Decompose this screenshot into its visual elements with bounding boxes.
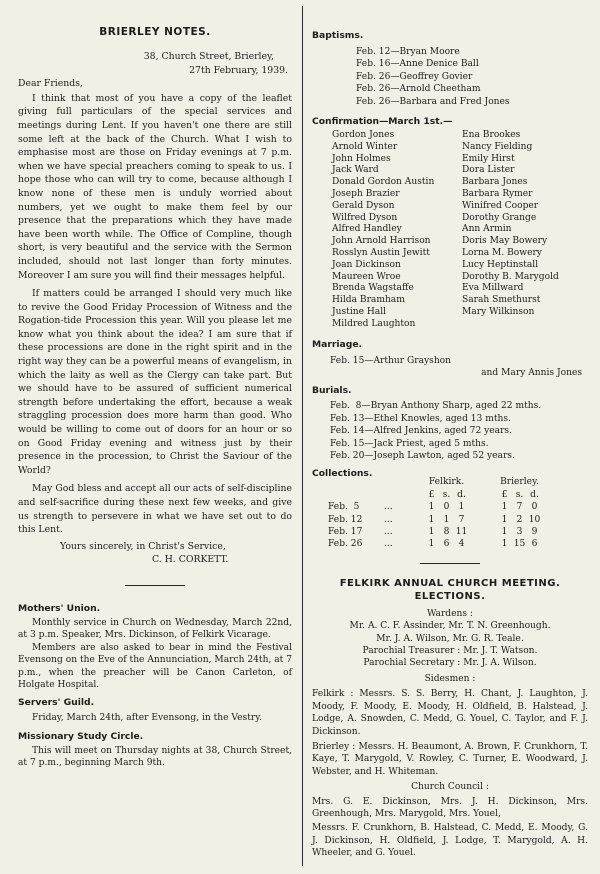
list-item: Feb. 20—Joseph Lawton, aged 52 years. [330, 451, 515, 462]
marriage-line-2: and Mary Annis Jones [481, 367, 582, 378]
collections-table [328, 476, 542, 550]
value-cell: 0 [443, 502, 450, 513]
list-item: Doris May Bowery [462, 236, 548, 247]
leader-dots: ... [384, 514, 393, 525]
row-date: Feb. 12 [328, 514, 363, 525]
list-item: Lucy Heptinstall [462, 259, 539, 270]
treasurer-line: Parochial Treasurer : Mr. J. T. Watson. [362, 646, 538, 657]
notes-title: BRIERLEY NOTES. [99, 26, 211, 38]
right-column [312, 0, 588, 860]
marriage-line-1: Feb. 15—Arthur Grayshon [330, 355, 452, 366]
list-item: Feb. 26—Arnold Cheetham [356, 84, 481, 95]
value-cell: 6 [531, 539, 538, 550]
list-item: Gerald Dyson [332, 200, 395, 211]
col-brierley: Brierley. [500, 477, 539, 488]
table-row [328, 514, 542, 526]
leader-dots: ... [384, 539, 393, 550]
collections-heading: Collections. [312, 468, 373, 480]
list-item: Feb. 14—Alfred Jenkins, aged 72 years. [330, 426, 512, 437]
notes-paragraph-2: If matters could be arranged I should very much like to revive the Good Friday Procession of Witness and the Rogation-tide Procession this year. Will you please let me know what you think about the idea? I am sure that if these processions are done in the right spirit and in the right way they can be a powerful means of evangelism, in which the laity as well as the Clergy can take part. But we should have to be assured of sufficient numerical strength before undertaking the effort, because a weak straggling procession does more harm than good. Who would be willing to come out of doors for an hour or so on Good Friday evening and witness just by their presence in the procession, to Christ the Saviour of the World? [18, 288, 292, 476]
section-divider [125, 585, 185, 586]
list-item: Feb. 13—Ethel Knowles, aged 13 mths. [330, 413, 511, 424]
unit-shillings: s. [515, 489, 524, 500]
notes-salutation: Dear Friends, [18, 78, 83, 90]
unit-shillings: s. [442, 489, 451, 500]
wardens-line-2: Mr. J. A. Wilson, Mr. G. R. Teale. [376, 633, 524, 644]
value-cell: 1 [501, 527, 508, 538]
notes-paragraph-1: I think that most of you have a copy of the leaflet giving full particulars of the special services and meetings during Lent. If you haven't one there are still some left at the back of the Church. What I wish to emphasise most are those on Friday evenings at 7 p.m. when we have special preachers coming to speak to us. I hope those who can will try to come, because although I know none of these men is unduly worried about numbers, yet we ought to make them feel by our presence that the preparations which they have made have been worth while. The Office of Compline, though short, is very beautiful and the service with the Sermon included, should not last longer than forty minutes. Moreover I am sure you will find their messages helpful. [18, 92, 292, 281]
list-item: Ann Armin [462, 224, 512, 235]
table-row [328, 526, 542, 538]
missionary-text: This will meet on Thursday nights at 38, Church Street, at 7 p.m., beginning March 9th. [18, 745, 292, 769]
sidesmen-brierley: Brierley : Messrs. H. Beaumont, A. Brown, F. Crunkhorn, T. Kaye, T. Marygold, V. Rowley, C. Turner, E. Woodward, J. Webster, and H. Whiteman. [312, 741, 588, 777]
sidesmen-felkirk: Felkirk : Messrs. S. S. Berry, H. Chant, J. Laughton, J. Moody, F. Moody, E. Moody, H. Oldfield, B. Halstead, J. Lodge, A. Snowden, C. Medd, G. Youel, C. Taylor, and F. J. Dickinson. [312, 689, 588, 737]
value-cell: 8 [443, 527, 450, 538]
confirmation-right-names [462, 130, 559, 331]
list-item: Eva Millward [462, 283, 524, 294]
council-line-2: Messrs. F. Crunkhorn, B. Halstead, C. Medd, E. Moody, G. J. Dickinson, H. Oldfield, J. Lodge, T. Marygold, A. H. Wheeler, and G. Youel. [312, 823, 588, 859]
list-item: Gordon Jones [332, 130, 395, 141]
left-column [18, 0, 292, 770]
table-units-row [328, 489, 542, 501]
row-date: Feb. 17 [328, 527, 363, 538]
value-cell: 1 [501, 502, 508, 513]
value-cell: 10 [528, 514, 541, 525]
value-cell: 15 [513, 539, 526, 550]
mothers-union-text-2: Members are also asked to bear in mind the Festival Evensong on the Eve of the Annunciation, March 24th, at 7 p.m., when the preacher will be Canon Carleton, of Holgate Hospital. [18, 642, 292, 690]
value-cell: 1 [501, 539, 508, 550]
servers-guild-text: Friday, March 24th, after Evensong, in the Vestry. [32, 713, 263, 724]
notes-date: 27th February, 1939. [189, 64, 288, 76]
list-item: Feb. 26—Geoffrey Govier [356, 71, 473, 82]
list-item: Feb. 16—Anne Denice Ball [356, 59, 479, 70]
wardens-heading: Wardens : [426, 608, 473, 619]
list-item: Wilfred Dyson [332, 212, 398, 223]
confirmation-heading: Confirmation—March 1st.— [312, 116, 453, 128]
list-item: Feb. 15—Jack Priest, aged 5 mths. [330, 438, 489, 449]
list-item: John Holmes [332, 153, 391, 164]
servers-guild-heading: Servers' Guild. [18, 697, 95, 709]
value-cell: 1 [428, 514, 435, 525]
value-cell: 1 [428, 527, 435, 538]
list-item: Feb. 26—Barbara and Fred Jones [356, 96, 510, 107]
value-cell: 6 [443, 539, 450, 550]
list-item: Mildred Laughton [332, 318, 416, 329]
section-divider [420, 563, 480, 564]
burials-list [312, 400, 588, 462]
list-item: Barbara Jones [462, 177, 528, 188]
value-cell: 2 [516, 514, 523, 525]
council-heading: Church Council : [411, 782, 489, 793]
list-item: Jack Ward [332, 165, 379, 176]
notes-closing: Yours sincerely, in Christ's Service, [60, 540, 226, 552]
row-date: Feb. 26 [328, 539, 363, 550]
felkirk-title: FELKIRK ANNUAL CHURCH MEETING. [339, 577, 561, 589]
baptisms-list [312, 46, 588, 108]
column-divider [302, 6, 303, 866]
value-cell: 1 [428, 502, 435, 513]
list-item: John Arnold Harrison [332, 236, 431, 247]
list-item: Dorothy B. Marygold [462, 271, 559, 282]
list-item: Joan Dickinson [332, 259, 401, 270]
elections-title: ELECTIONS. [414, 590, 486, 602]
council-line-1: Mrs. G. E. Dickinson, Mrs. J. H. Dickinson, Mrs. Greenhough, Mrs. Marygold, Mrs. Youel, [312, 796, 588, 819]
value-cell: 1 [458, 502, 465, 513]
list-item: Joseph Brazier [332, 189, 400, 200]
confirmation-list [312, 130, 588, 331]
unit-pence: d. [457, 489, 466, 500]
list-item: Brenda Wagstaffe [332, 283, 414, 294]
table-row [328, 501, 542, 513]
sidesmen-heading: Sidesmen : [424, 673, 476, 684]
notes-paragraph-3: May God bless and accept all our acts of self-discipline and self-sacrifice during these next few weeks, and give us strength to persevere in what we have set out to do this Lent. [18, 483, 292, 536]
value-cell: 1 [443, 514, 450, 525]
list-item: Emily Hirst [462, 153, 515, 164]
list-item: Sarah Smethurst [462, 295, 541, 306]
unit-pounds: £ [428, 489, 435, 500]
missionary-heading: Missionary Study Circle. [18, 730, 144, 742]
list-item: Lorna M. Bowery [462, 248, 542, 258]
col-felkirk: Felkirk. [428, 477, 465, 488]
table-row [328, 538, 542, 550]
burials-heading: Burials. [312, 385, 352, 397]
list-item: Dora Lister [462, 165, 515, 176]
notes-signature: C. H. CORKETT. [152, 554, 229, 566]
list-item: Winifred Cooper [462, 200, 539, 211]
unit-pence: d. [530, 489, 539, 500]
confirmation-left-names [332, 130, 462, 331]
leader-dots: ... [384, 527, 393, 538]
baptisms-heading: Baptisms. [312, 30, 364, 41]
value-cell: 1 [428, 539, 435, 550]
value-cell: 7 [516, 502, 523, 513]
value-cell: 7 [458, 514, 465, 525]
list-item: Feb. 12—Bryan Moore [356, 47, 460, 57]
value-cell: 1 [501, 514, 508, 525]
list-item: Justine Hall [332, 306, 387, 317]
leader-dots: ... [384, 502, 393, 513]
row-date: Feb. 5 [328, 502, 360, 513]
list-item: Maureen Wroe [332, 271, 401, 282]
value-cell: 9 [531, 527, 538, 538]
list-item: Donald Gordon Austin [332, 177, 435, 188]
list-item: Arnold Winter [332, 141, 398, 152]
mothers-union-heading: Mothers' Union. [18, 602, 101, 614]
list-item: Feb. 8—Bryan Anthony Sharp, aged 22 mths. [330, 401, 542, 412]
secretary-line: Parochial Secretary : Mr. J. A. Wilson. [363, 658, 537, 669]
value-cell: 11 [455, 527, 468, 538]
list-item: Alfred Handley [332, 224, 402, 235]
notes-address: 38, Church Street, Brierley, [143, 51, 274, 62]
list-item: Ena Brookes [462, 130, 521, 141]
list-item: Dorothy Grange [462, 212, 537, 223]
value-cell: 0 [531, 502, 538, 513]
unit-pounds: £ [501, 489, 508, 500]
mothers-union-text-1: Monthly service in Church on Wednesday, March 22nd, at 3 p.m. Speaker, Mrs. Dickinson, of Felkirk Vicarage. [18, 617, 292, 641]
list-item: Rosslyn Austin Jewitt [332, 248, 430, 258]
list-item: Mary Wilkinson [462, 306, 535, 317]
list-item: Barbara Rymer [462, 189, 533, 200]
value-cell: 4 [458, 539, 465, 550]
marriage-heading: Marriage. [312, 338, 363, 350]
list-item: Nancy Fielding [462, 141, 533, 152]
list-item: Hilda Bramham [332, 295, 405, 306]
value-cell: 3 [516, 527, 523, 538]
wardens-line-1: Mr. A. C. F. Assinder, Mr. T. N. Greenhough. [349, 621, 551, 632]
